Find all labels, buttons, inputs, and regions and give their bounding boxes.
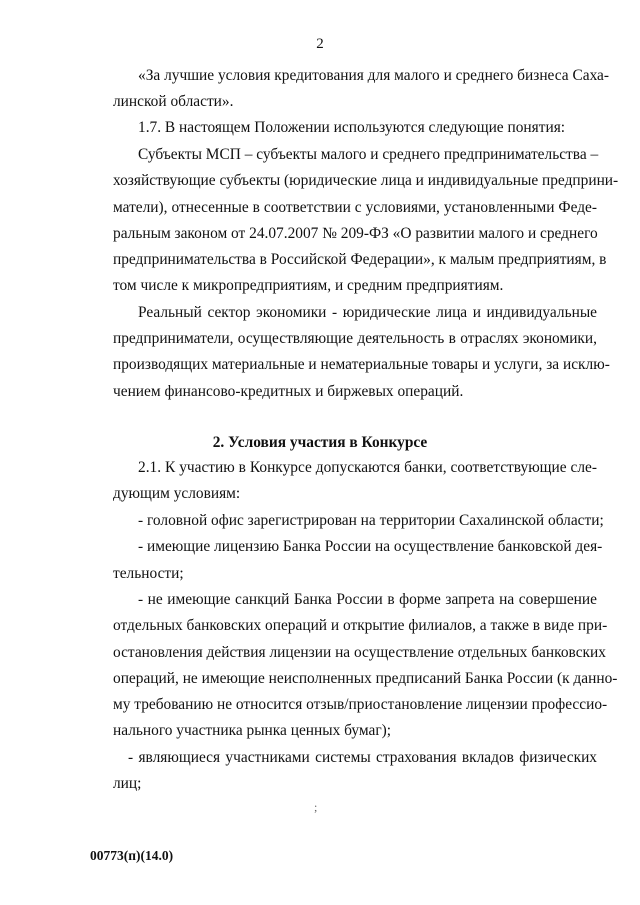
text-line: остановления действия лицензии на осуществление отдельных банковских (113, 644, 606, 661)
text-line: «За лучшие условия кредитования для малого и среднего бизнеса Саха- (138, 67, 610, 84)
text-line: линской области». (113, 93, 234, 110)
text-line: ральным законом от 24.07.2007 № 209-ФЗ «О развитии малого и среднего (113, 225, 598, 242)
text-line: матели), отнесенные в соответствии с условиями, установленными Феде- (113, 199, 597, 216)
page-number: 2 (316, 36, 324, 52)
section-heading: 2. Условия участия в Конкурсе (212, 434, 428, 451)
text-line: хозяйствующие субъекты (юридические лица и индивидуальные предприни- (113, 172, 619, 189)
text-line: операций, не имеющие неисполненных предписаний Банка России (к данно- (113, 670, 618, 687)
text-line: 2.1. К участию в Конкурсе допускаются банки, соответствующие сле- (138, 459, 597, 476)
text-line: тельности; (113, 565, 184, 582)
text-line: производящих материальные и нематериальные товары и услуги, за исклю- (113, 356, 610, 373)
text-line: лиц; (113, 775, 142, 792)
text-line: том числе к микропредприятиям, и средним предприятиям. (113, 277, 504, 294)
text-line: - имеющие лицензию Банка России на осуществление банковской дея- (138, 538, 603, 555)
text-line: предприниматели, осуществляющие деятельность в отраслях экономики, (113, 330, 597, 347)
text-line: - не имеющие санкций Банка России в форме запрета на совершение (138, 591, 597, 608)
text-line: Реальный сектор экономики - юридические лица и индивидуальные (138, 304, 597, 321)
text-line: отдельных банковских операций и открытие филиалов, а также в виде при- (113, 617, 608, 634)
text-line: - являющиеся участниками системы страхования вкладов физических (128, 749, 597, 766)
text-line: му требованию не относится отзыв/приостановление лицензии профессио- (113, 696, 608, 713)
text-line: предпринимательства в Российской Федерации», к малым предприятиям, в (113, 251, 607, 268)
text-line: чением финансово-кредитных и биржевых операций. (113, 383, 464, 400)
text-line: 1.7. В настоящем Положении используются следующие понятия: (138, 119, 566, 136)
text-line: - головной офис зарегистрирован на территории Сахалинской области; (138, 512, 604, 529)
text-line: дующим условиям: (113, 485, 241, 502)
text-line: нального участника рынка ценных бумаг); (113, 722, 392, 739)
footer-code: 00773(п)(14.0) (90, 848, 174, 863)
scan-artifact: ; (314, 800, 318, 814)
text-line: Субъекты МСП – субъекты малого и среднего предпринимательства – (138, 146, 599, 163)
